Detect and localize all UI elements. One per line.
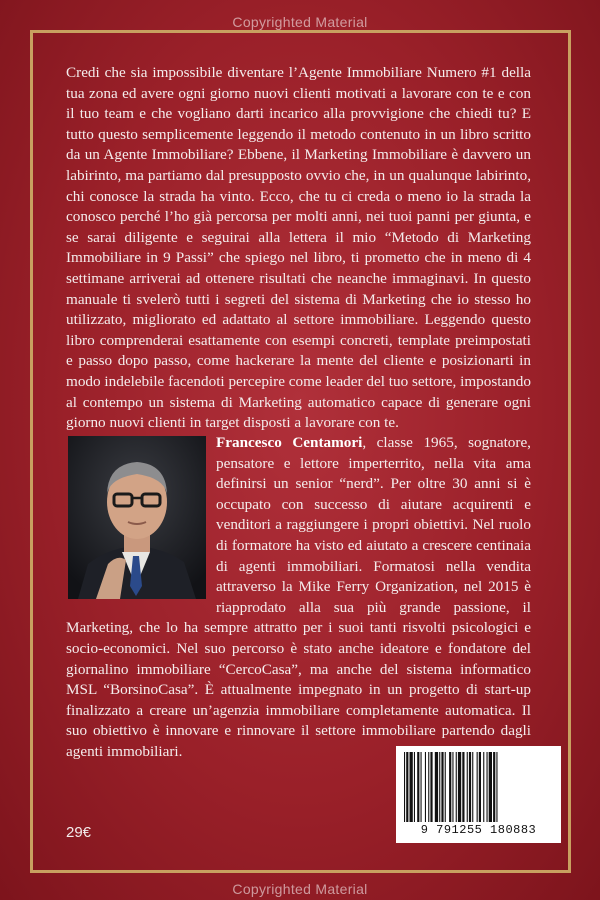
book-description: Credi che sia impossibile diventare l’Agente Immobiliare Numero #1 della tua zona ed avere ogni giorno nuovi clienti motivati a lavorare con te e con il tuo team e che vogliano darti incarico alla provvigione che chiedi tu? E tutto questo semplicemente leggendo il metodo contenuto in un libro scritto da un Agente Immobiliare? Ebbene, il Marketing Immobiliare è davvero un labirinto, ma partiamo dal presupposto ovvio che, in un qualunque labirinto, chi conosce la strada ha vinto. Ecco, che tu ci creda o meno io la strada la conosco perché l’ho già percorsa per molti anni, nei tuoi panni per giunta, e se sarai diligente e seguirai alla lettera il mio “Metodo di Marketing Immobiliare in 9 Passi” che spiego nel libro, ti prometto che in meno di 4 settimane arriverai ad ottenere risultati che neanche immaginavi. In questo manuale ti svelerò tutti i segreti del sistema di Marketing che io stesso ho utilizzato, migliorato ed adattato al settore immobiliare. Leggendo questo libro comprenderai esattamente con esempi concreti, template preimpostati e passo dopo passo, come hackerare la mente del cliente e posizionarti in modo indelebile facendoti percepire come leader del tuo settore, impostando al contempo un sistema di Marketing automatico capace di generare ogni giorno nuovi clienti in target disposti a lavorare con te. <box>66 64 531 432</box>
photo-space <box>66 433 216 599</box>
author-name: Francesco Centamori <box>216 434 363 451</box>
barcode <box>396 746 561 843</box>
price-label: 29€ <box>66 824 92 841</box>
author-bio <box>66 433 531 763</box>
author-bio-text: , classe 1965, sognatore, pensatore e lettore imperterrito, nella vita ama definirsi un senior “nerd”. Per oltre 30 anni si è occupato con successo di aiutare acquirenti e venditori a raggiungere i propri obiettivi. Nel ruolo di formatore ha visto ed aiutato a crescere centinaia di agenti immobiliari. Formatosi nella vendita attraverso la Mike Ferry Organization, nel 2015 è riapprodato alla sua più grande passione, il Marketing, che lo ha sempre attratto per i suoi tanti risvolti psicologici e socio-economici. Nel suo percorso è stato anche ideatore e fondatore del giornalino immobiliare “CercoCasa”, ma anche del sistema informatico MSL “BorsinoCasa”. È attualmente impegnato in un progetto di start-up finalizzato a creare un’agenzia immobiliare completamente automatica. Il suo obiettivo è innovare e rinnovare il settore immobiliare partendo dagli agenti immobiliari. <box>66 434 531 760</box>
watermark-top: Copyrighted Material <box>232 14 368 30</box>
watermark-bottom: Copyrighted Material <box>232 881 368 897</box>
barcode-number: 9 791255 180883 <box>420 823 537 837</box>
barcode-bars <box>402 752 555 822</box>
